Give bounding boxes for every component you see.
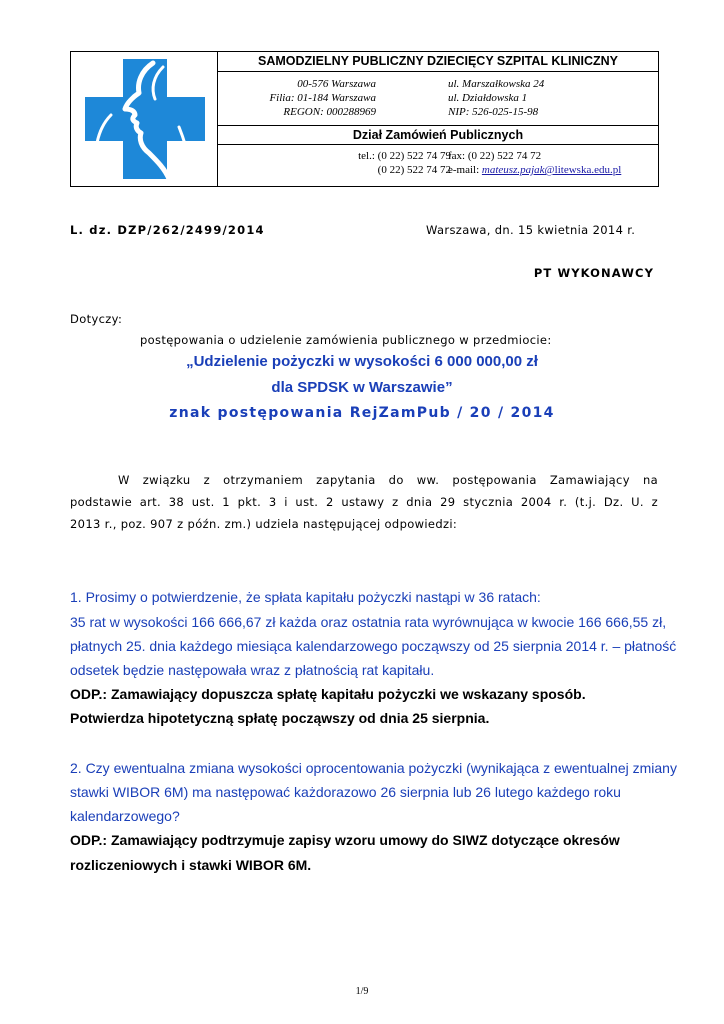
address-line: 00-576 Warszawa	[297, 78, 376, 90]
case-number: znak postępowania RejZamPub / 20 / 2014	[169, 405, 555, 421]
hospital-cross-profile-logo-icon	[83, 57, 207, 181]
question-1-line: 1. Prosimy o potwierdzenie, że spłata kapitału pożyczki nastąpi w 36 ratach:	[70, 589, 541, 605]
question-2-line: kalendarzowego?	[70, 808, 180, 824]
email-line	[448, 163, 621, 177]
regarding-text: postępowania o udzielenie zamówienia publicznego w przedmiocie:	[140, 333, 552, 347]
question-1-line: płatnych 25. dnia każdego miesiąca kalendarzowego począwszy od 25 sierpnia 2014 r. – płatność	[70, 638, 677, 654]
page-number: 1/9	[355, 986, 369, 997]
institution-name: SAMODZIELNY PUBLICZNY DZIECIĘCY SZPITAL KLINICZNY	[218, 52, 658, 72]
address-right	[448, 77, 544, 119]
regon-number: REGON: 000288969	[283, 106, 376, 118]
email-link[interactable]	[482, 164, 621, 176]
paragraph-line: W związku z otrzymaniem zapytania do ww. postępowania Zamawiający na	[118, 473, 658, 487]
address-line: ul. Marszałkowska 24	[448, 78, 545, 90]
subject-line-2: dla SPDSK w Warszawie”	[271, 379, 453, 396]
logo-cell	[71, 52, 218, 186]
letterhead	[70, 51, 659, 187]
answer-2-line: ODP.: Zamawiający podtrzymuje zapisy wzoru umowy do SIWZ dotyczące okresów	[70, 832, 620, 848]
contact-block	[218, 145, 658, 185]
paragraph-line: podstawie art. 38 ust. 1 pkt. 3 i ust. 2 ustawy z dnia 29 stycznia 2004 r. (t.j. Dz. U. z	[70, 495, 658, 509]
email-domain: @litewska.edu.pl	[544, 164, 622, 176]
question-2-line: 2. Czy ewentualna zmiana wysokości oprocentowania pożyczki (wynikająca z ewentualnej zmiany	[70, 760, 677, 776]
subject-line-1: „Udzielenie pożyczki w wysokości 6 000 000,00 zł	[186, 353, 538, 370]
address-left	[269, 77, 376, 119]
question-1-line: 35 rat w wysokości 166 666,67 zł każda oraz ostatnia rata wyrównująca w kwocie 166 666,55 zł,	[70, 614, 667, 630]
letter-date: Warszawa, dn. 15 kwietnia 2014 r.	[426, 223, 636, 237]
fax-email	[448, 149, 621, 177]
phone-numbers	[358, 149, 451, 177]
answer-2-line: rozliczeniowych i stawki WIBOR 6M.	[70, 857, 312, 873]
email-user: mateusz.pajak	[481, 164, 545, 176]
email-label: e-mail:	[448, 164, 482, 176]
department-name: Dział Zamówień Publicznych	[218, 125, 658, 145]
address-line: ul. Działdowska 1	[448, 92, 528, 104]
phone-line: tel.: (0 22) 522 74 79	[358, 150, 451, 162]
answer-1-line: ODP.: Zamawiający dopuszcza spłatę kapitału pożyczki we wskazany sposób.	[70, 686, 586, 702]
regarding-label: Dotyczy:	[70, 312, 123, 326]
reference-number: L. dz. DZP/262/2499/2014	[70, 223, 265, 237]
fax-line: fax: (0 22) 522 74 72	[448, 150, 542, 162]
intro-paragraph	[70, 469, 658, 535]
address-block	[218, 72, 658, 125]
question-2-line: stawki WIBOR 6M) ma następować każdorazowo 26 sierpnia lub 26 lutego każdego roku	[70, 784, 621, 800]
nip-number: NIP: 526-025-15-98	[448, 106, 539, 118]
paragraph-line: 2013 r., poz. 907 z późn. zm.) udziela następującej odpowiedzi:	[70, 517, 458, 531]
question-1-line: odsetek będzie następowała wraz z płatnością rat kapitału.	[70, 662, 435, 678]
phone-line: (0 22) 522 74 72	[377, 164, 451, 176]
address-line: Filia: 01-184 Warszawa	[269, 92, 376, 104]
recipient: PT WYKONAWCY	[533, 266, 654, 280]
answer-1-line: Potwierdza hipotetyczną spłatę począwszy od dnia 25 sierpnia.	[70, 710, 490, 726]
